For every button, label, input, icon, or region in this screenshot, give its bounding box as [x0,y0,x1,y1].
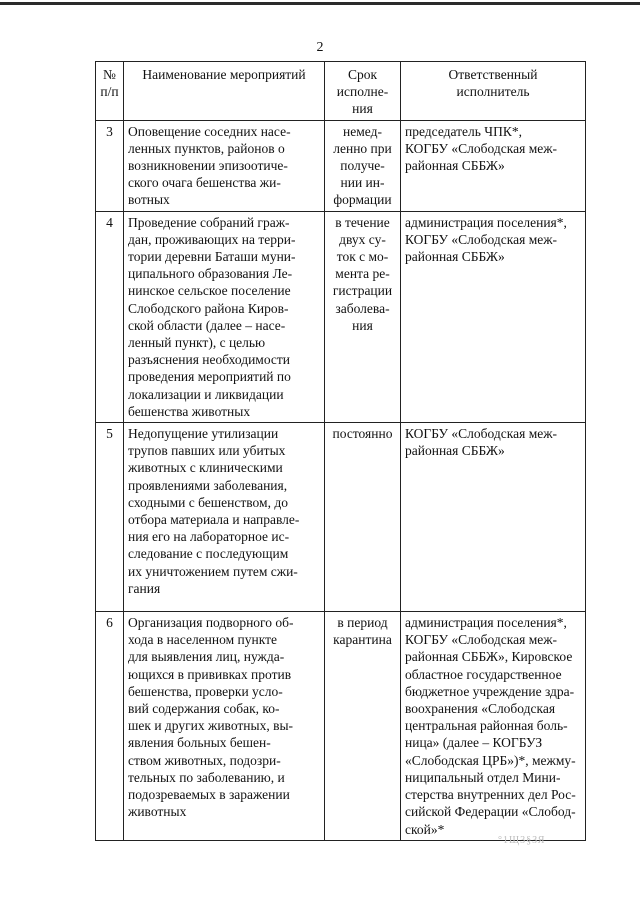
measure-responsible: администрация поселения*, КОГБУ «Слободская меж- районная СББЖ» [401,211,586,422]
table-row [96,211,586,422]
table-row [96,120,586,211]
measure-name: Оповещение соседних насе- ленных пунктов, районов о возникновении эпизоотиче- ского очага бешенства жи- вотных [124,120,325,211]
measure-term: немед- ленно при получе- нии ин- формации [325,120,401,211]
measure-responsible: администрация поселения*, КОГБУ «Слободская меж- районная СББЖ», Кировское областное государственное бюджетное учреждение здра- воохранения «Слободская центральная районная боль- ница» (далее – КОГБУЗ «Слободская ЦРБ»)*, межму- ниципальный отдел Мини- стерства внутренних дел Рос- сийской Федерации «Слобод- ской»* [401,612,586,841]
top-rule [0,2,640,5]
measure-name: Организация подворного об- хода в населенном пункте для выявления лиц, нужда- ющихся в прививках против бешенства, проверки усло- вий содержания собак, ко- шек и других животных, вы- явления больных бешен- ством животных, подозри- тельных по заболеванию, и подозреваемых в заражении животных [124,612,325,841]
measure-name: Недопущение утилизации трупов павших или убитых животных с клиническими проявлениями заболевания, сходными с бешенством, до отбора материала и направле- ния его на лабораторное ис- следование с последующим их уничтожением путем сжи- гания [124,423,325,612]
header-term: Срок исполне- ния [325,62,401,121]
row-number: 3 [96,120,124,211]
table-row [96,423,586,612]
header-num: № п/п [96,62,124,121]
row-number: 5 [96,423,124,612]
measures-table [95,61,586,841]
page-number: 2 [316,40,324,55]
header-responsible: Ответственный исполнитель [401,62,586,121]
measure-name: Проведение собраний граж- дан, проживающих на терри- тории деревни Баташи муни- ципального образования Ле- нинское сельское поселение Слободского района Киров- ской области (далее – насе- ленный пункт), с целью разъяснения необходимости проведения мероприятий по локализации и ликвидации бешенства животных [124,211,325,422]
header-name: Наименование мероприятий [124,62,325,121]
measure-term: постоянно [325,423,401,612]
table-row [96,612,586,841]
measure-responsible: КОГБУ «Слободская меж- районная СББЖ» [401,423,586,612]
table-header-row [96,62,586,121]
measure-responsible: председатель ЧПК*, КОГБУ «Слободская меж- районная СББЖ» [401,120,586,211]
measure-term: в период карантина [325,612,401,841]
row-number: 4 [96,211,124,422]
row-number: 6 [96,612,124,841]
faint-stamp: °1Щ3§ЗЯ [498,835,546,846]
measure-term: в течение двух су- ток с мо- мента ре- гистрации заболева- ния [325,211,401,422]
